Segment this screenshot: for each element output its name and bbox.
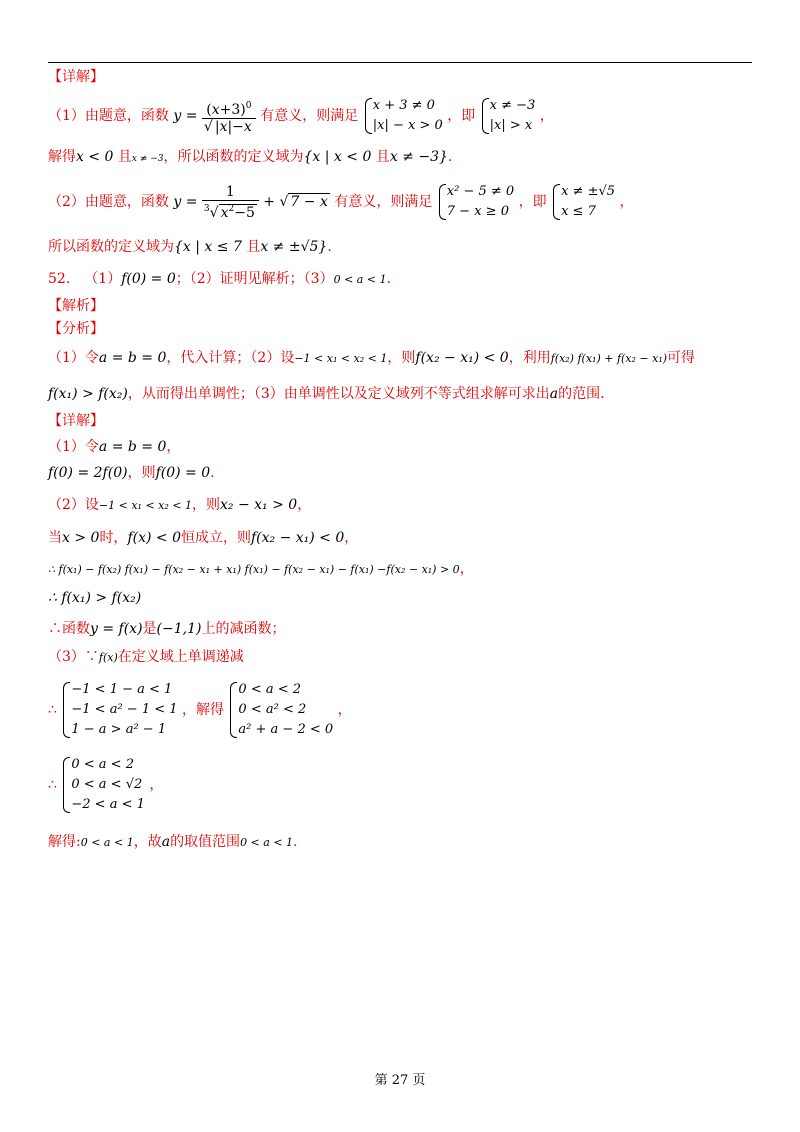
heading-fenxi: 【分析】: [48, 321, 104, 337]
heading-xiangjie-52: 【详解】: [48, 413, 104, 429]
heading-xiangjie-51: 【详解】: [48, 69, 104, 85]
s51-line-4: 所以函数的定义域为{x | x ≤ 7 且x ≠ ±√5}.: [48, 239, 332, 255]
s52-d10: ∴ 0 < a < 2 0 < a < √2 −2 < a < 1 ，: [48, 755, 163, 815]
s52-d7: ∴函数y = f(x)是(−1,1)上的减函数；: [48, 621, 286, 637]
s51-p2-set: {x | x < 0: [303, 149, 372, 165]
s52-d3: （2）设−1 < x₁ < x₂ < 1，则x₂ − x₁ > 0，: [48, 497, 312, 513]
s52-d10-sys: 0 < a < 2 0 < a < √2 −2 < a < 1: [61, 755, 145, 815]
s52-fenxi-line-1: （1）令a = b = 0，代入计算；（2）设−1 < x₁ < x₂ < 1，则f(x₂ − x₁) < 0，利用f(x₂) f(x₁) + f(x₂ − x₁)可得: [48, 350, 696, 366]
s51-line-2: 解得x < 0 且x ≠ −3，所以函数的定义域为{x | x < 0 且x ≠ −3}.: [48, 149, 453, 165]
s52-fenxi-line-2: f(x₁) > f(x₂)，从而得出单调性；（3）由单调性以及定义域列不等式组求解可求出a的范围.: [48, 386, 605, 402]
s52-d5: ∴ f(x₁) − f(x₂) f(x₁) − f(x₂ − x₁ + x₁) f(x₁) − f(x₂ − x₁) − f(x₁) −f(x₂ − x₁) > 0，: [48, 561, 474, 577]
top-rule: [48, 62, 752, 63]
s51-line-1: （1）由题意，函数 y = $\frac{(x+3)^0}{√ |x|-x}$ 有意义，则满足 x + 3 ≠ 0 |x| − x > 0 ，即 x ≠ −3 |x| > x ，: [48, 98, 554, 135]
s52-d9-sys1: −1 < 1 − a < 1 −1 < a² − 1 < 1 1 − a > a² − 1: [61, 680, 177, 740]
s51-p1-sys1: x + 3 ≠ 0 |x| − x > 0: [363, 96, 443, 136]
s51-p1-sys2: x ≠ −3 |x| > x: [480, 96, 536, 136]
s51-p3-sys1: x² − 5 ≠ 0 7 − x ≥ 0: [437, 182, 514, 222]
therefore-symbol: ∴: [48, 777, 57, 793]
s52-d9: ∴ −1 < 1 − a < 1 −1 < a² − 1 < 1 1 − a > a² − 1 ，解得 0 < a < 2 0 < a² < 2 a² + a − 2 < 0 ，: [48, 680, 352, 740]
s52-d11: 解得:0 < a < 1，故a的取值范围0 < a < 1.: [48, 834, 298, 850]
heading-jiexi: 【解析】: [48, 298, 104, 314]
s51-p1-formula: y = $\frac{(x+3)^0}{√ |x|-x}$: [173, 108, 260, 124]
s51-p1-text-b: 有意义，则满足: [260, 108, 359, 124]
page-footer: 第 27 页: [374, 1073, 426, 1088]
s52-d4: 当x > 0时，f(x) < 0恒成立，则f(x₂ − x₁) < 0，: [48, 530, 359, 546]
s52-d2: f(0) = 2f(0)，则f(0) = 0.: [48, 465, 215, 481]
s52-d1: （1）令a = b = 0，: [48, 439, 181, 455]
s52-d8: （3）∵f(x)在定义域上单调递减: [48, 649, 244, 665]
question-number: 52．: [48, 271, 80, 287]
s51-p1-text-c: ，即: [447, 108, 476, 124]
s52-d6: ∴ f(x₁) > f(x₂): [48, 590, 142, 606]
s51-p3-sys2: x ≠ ±√5 x ≤ 7: [551, 182, 615, 222]
s51-p3-formula: y = $\frac{1}{^3√ x^2-5}$ + √ 7 − x: [173, 183, 328, 221]
s51-p1-text-a: （1）由题意，函数: [48, 108, 169, 124]
s51-line-3: （2）由题意，函数 y = $\frac{1}{^3√ x^2-5}$ + √ 7 − x 有意义，则满足 x² − 5 ≠ 0 7 − x ≥ 0 ，即 x ≠ ±√5 x ≤ 7 ，: [48, 183, 634, 221]
s52-d9-sys2: 0 < a < 2 0 < a² < 2 a² + a − 2 < 0: [228, 680, 333, 740]
s51-p2-m1: x < 0: [76, 149, 114, 165]
s52-answer-line: 52． （1）f(0) = 0；（2）证明见解析；（3）0 < a < 1．: [48, 271, 401, 287]
therefore-symbol: ∴: [48, 702, 57, 718]
